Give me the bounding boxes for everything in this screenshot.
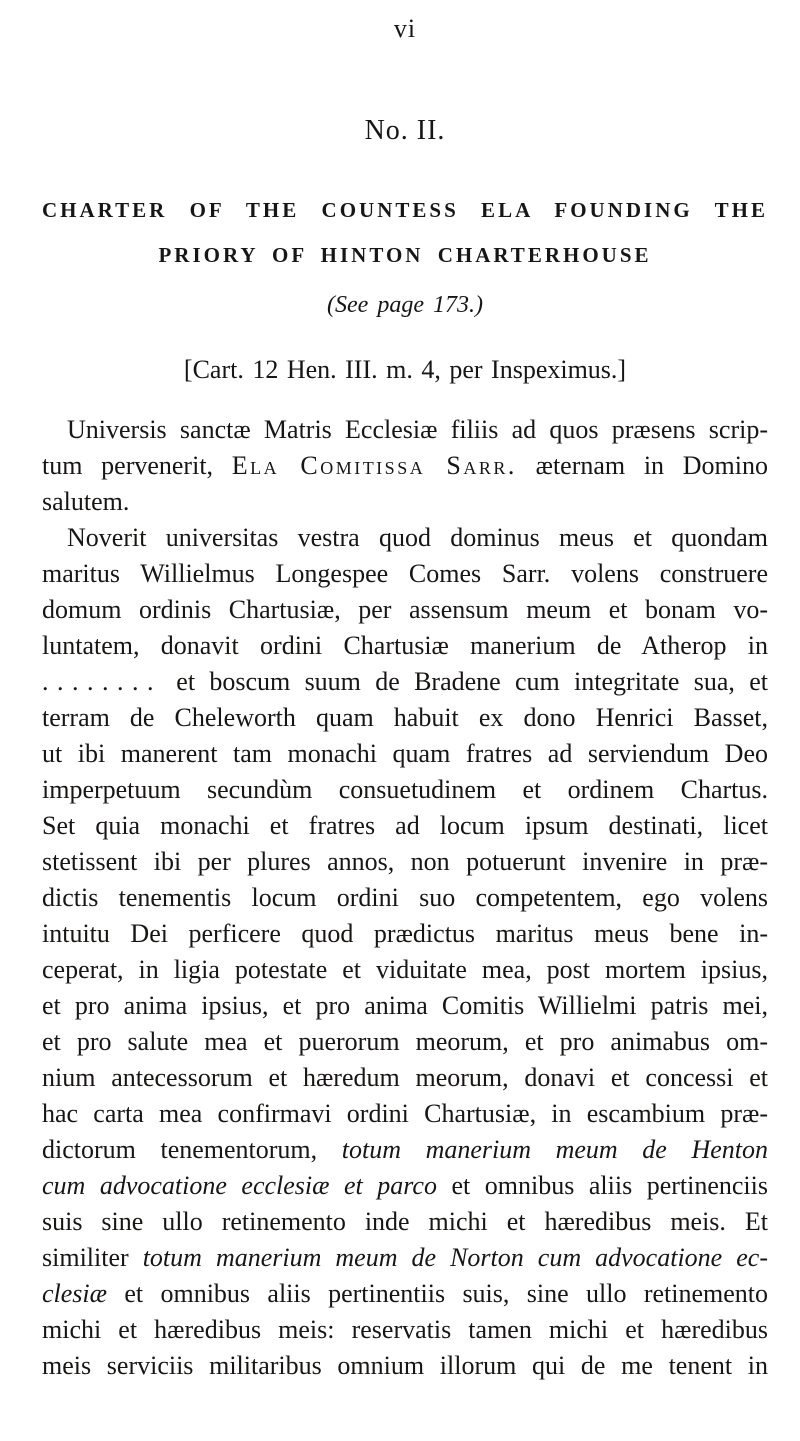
charter-heading (42, 188, 768, 278)
text-segment: maritus Willielmus Longespee Comes Sarr. volens construere (42, 559, 768, 588)
text-line (42, 592, 768, 628)
text-line (42, 772, 768, 808)
text-segment: terram de Cheleworth quam habuit ex dono Henrici Basset, (42, 703, 768, 732)
text-line (42, 1096, 768, 1132)
text-line (42, 628, 768, 664)
body-text (42, 412, 768, 1384)
text-line (42, 1312, 768, 1348)
page-reference: (See page 173.) (327, 292, 483, 318)
paragraph (42, 520, 768, 1384)
section-title: No. II. (364, 115, 446, 146)
text-segment: domum ordinis Chartusiæ, per assensum meum et bonam vo- (42, 595, 768, 624)
text-segment: similiter (42, 1243, 143, 1272)
text-segment: æternam in Domino (516, 451, 768, 480)
text-segment: et pro salute mea et puerorum meorum, et pro animabus om- (42, 1027, 768, 1056)
text-segment: nium antecessorum et hæredum meorum, donavi et concessi et (42, 1063, 768, 1092)
text-segment: intuitu Dei perficere quod prædictus maritus meus bene in- (42, 919, 768, 948)
text-line (42, 1132, 768, 1168)
ellipsis-leader: ........ (42, 667, 162, 696)
text-line (42, 448, 768, 484)
italic-text: totum manerium meum de Henton (341, 1135, 768, 1164)
italic-text: clesiæ (42, 1279, 107, 1308)
text-segment: dictorum tenementorum, (42, 1135, 342, 1164)
text-line (42, 844, 768, 880)
text-line (42, 700, 768, 736)
text-segment: dictis tenementis locum ordini suo competentem, ego volens (42, 883, 768, 912)
text-segment: suis sine ullo retinemento inde michi et hæredibus meis. Et (42, 1207, 768, 1236)
text-segment: tum pervenerit, (42, 451, 232, 480)
text-segment: ceperat, in ligia potestate et viduitate mea, post mortem ipsius, (42, 955, 768, 984)
text-segment: hac carta mea confirmavi ordini Chartusiæ, in escambium præ- (42, 1099, 768, 1128)
text-line (42, 1348, 768, 1384)
text-line (42, 556, 768, 592)
text-line (42, 1024, 768, 1060)
text-segment: et pro anima ipsius, et pro anima Comitis Willielmi patris mei, (42, 991, 768, 1020)
italic-text: totum manerium meum de Norton cum advocatione ec- (142, 1243, 768, 1272)
text-segment: meis serviciis militaribus omnium illorum qui de me tenent in (42, 1351, 768, 1380)
text-line (42, 916, 768, 952)
text-segment: stetissent ibi per plures annos, non potuerunt invenire in præ- (42, 847, 768, 876)
text-segment: et boscum suum de Bradene cum integritate sua, et (162, 667, 768, 696)
text-line (42, 988, 768, 1024)
text-line (42, 736, 768, 772)
text-line (42, 952, 768, 988)
page-number: vi (393, 14, 417, 43)
text-segment: ut ibi manerent tam monachi quam fratres ad serviendum Deo (42, 739, 768, 768)
text-line (42, 808, 768, 844)
source-citation: [Cart. 12 Hen. III. m. 4, per Inspeximus.] (183, 355, 627, 384)
text-segment: Universis sanctæ Matris Ecclesiæ filiis ad quos præsens scrip- (67, 415, 768, 444)
charter-heading-line1: CHARTER OF THE COUNTESS ELA FOUNDING THE (42, 198, 768, 222)
text-line (42, 880, 768, 916)
text-segment: imperpetuum secundùm consuetudinem et ordinem Chartus. (42, 775, 768, 804)
text-segment: luntatem, donavit ordini Chartusiæ manerium de Atherop in (42, 631, 768, 660)
text-line (42, 484, 768, 520)
text-line (42, 412, 768, 448)
charter-heading-line2: PRIORY OF HINTON CHARTERHOUSE (158, 243, 652, 267)
text-line (42, 1060, 768, 1096)
text-segment: michi et hæredibus meis: reservatis tamen michi et hæredibus (42, 1315, 768, 1344)
text-line (42, 1168, 768, 1204)
paragraph (42, 412, 768, 520)
text-segment: salutem. (42, 487, 130, 516)
text-line (42, 1204, 768, 1240)
text-line (42, 1276, 768, 1312)
text-segment: et omnibus aliis pertinentiis suis, sine ullo retinemento (107, 1279, 768, 1308)
smallcaps-text: Ela Comitissa Sarr. (231, 451, 517, 480)
text-line (42, 1240, 768, 1276)
italic-text: cum advocatione ecclesiæ et parco (42, 1171, 437, 1200)
text-segment: et omnibus aliis pertinenciis (436, 1171, 768, 1200)
text-line (42, 664, 768, 700)
text-segment: Noverit universitas vestra quod dominus meus et quondam (67, 523, 768, 552)
text-segment: Set quia monachi et fratres ad locum ipsum destinati, licet (42, 811, 768, 840)
text-line (42, 520, 768, 556)
